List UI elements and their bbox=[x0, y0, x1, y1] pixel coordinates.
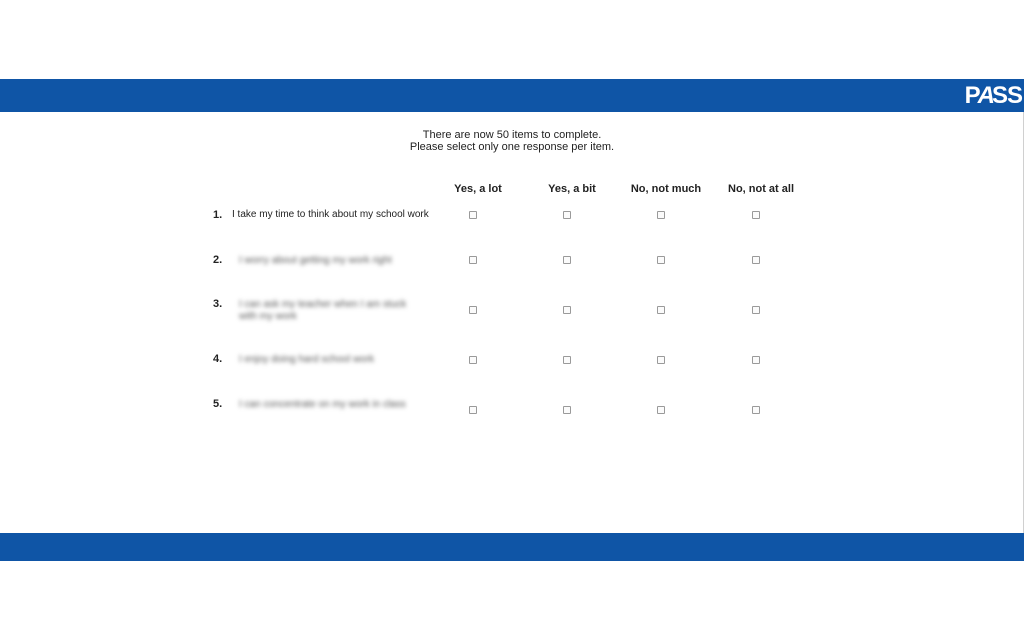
q4-yes-a-lot-checkbox[interactable] bbox=[469, 356, 477, 364]
q4-no-not-much-checkbox[interactable] bbox=[657, 356, 665, 364]
column-header-no-not-at-all: No, not at all bbox=[728, 183, 794, 195]
question-number: 5. bbox=[213, 398, 223, 410]
survey-content bbox=[0, 112, 1024, 533]
question-text: I can concentrate on my work in class bbox=[239, 399, 406, 410]
q5-yes-a-lot-checkbox[interactable] bbox=[469, 406, 477, 414]
q2-yes-a-lot-checkbox[interactable] bbox=[469, 256, 477, 264]
question-text: I worry about getting my work right bbox=[239, 255, 392, 266]
q1-yes-a-bit-checkbox[interactable] bbox=[563, 211, 571, 219]
q1-no-not-at-all-checkbox[interactable] bbox=[752, 211, 760, 219]
instructions-line-2: Please select only one response per item. bbox=[409, 141, 615, 153]
instructions-line-1: There are now 50 items to complete. bbox=[422, 129, 602, 141]
column-header-yes-a-bit: Yes, a bit bbox=[548, 183, 596, 195]
q3-no-not-much-checkbox[interactable] bbox=[657, 306, 665, 314]
pass-logo bbox=[965, 79, 1022, 112]
q3-yes-a-bit-checkbox[interactable] bbox=[563, 306, 571, 314]
question-number: 3. bbox=[213, 298, 223, 310]
footer-bar bbox=[0, 533, 1024, 561]
question-number: 1. bbox=[213, 209, 223, 221]
instructions bbox=[0, 129, 1024, 153]
q1-no-not-much-checkbox[interactable] bbox=[657, 211, 665, 219]
question-text: I can ask my teacher when I am stuck with my work bbox=[239, 299, 407, 322]
question-number: 4. bbox=[213, 353, 223, 365]
q5-no-not-much-checkbox[interactable] bbox=[657, 406, 665, 414]
q2-yes-a-bit-checkbox[interactable] bbox=[563, 256, 571, 264]
header-bar bbox=[0, 79, 1024, 112]
question-number: 2. bbox=[213, 254, 223, 266]
q1-yes-a-lot-checkbox[interactable] bbox=[469, 211, 477, 219]
question-text: I enjoy doing hard school work bbox=[239, 354, 375, 365]
q5-yes-a-bit-checkbox[interactable] bbox=[563, 406, 571, 414]
question-text: I take my time to think about my school work bbox=[232, 209, 429, 220]
q4-yes-a-bit-checkbox[interactable] bbox=[563, 356, 571, 364]
logo-text-slash: A bbox=[977, 81, 994, 109]
q3-yes-a-lot-checkbox[interactable] bbox=[469, 306, 477, 314]
q4-no-not-at-all-checkbox[interactable] bbox=[752, 356, 760, 364]
q2-no-not-much-checkbox[interactable] bbox=[657, 256, 665, 264]
logo-text-right: SS bbox=[991, 81, 1022, 109]
q5-no-not-at-all-checkbox[interactable] bbox=[752, 406, 760, 414]
column-header-yes-a-lot: Yes, a lot bbox=[454, 183, 502, 195]
q2-no-not-at-all-checkbox[interactable] bbox=[752, 256, 760, 264]
column-header-no-not-much: No, not much bbox=[630, 183, 702, 195]
q3-no-not-at-all-checkbox[interactable] bbox=[752, 306, 760, 314]
logo-text-left: P bbox=[964, 81, 980, 109]
survey-frame bbox=[0, 79, 1024, 561]
